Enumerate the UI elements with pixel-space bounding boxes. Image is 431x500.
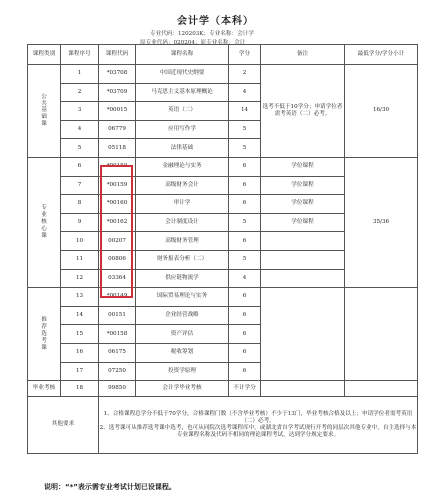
header-category: 课程类别 bbox=[28, 45, 61, 65]
category-cell: 毕业考核 bbox=[28, 381, 61, 397]
seq-cell: 16 bbox=[61, 343, 99, 362]
credits-cell: 6 bbox=[229, 232, 261, 251]
code-cell: *00149 bbox=[99, 288, 136, 307]
header-seq: 课程序号 bbox=[61, 45, 99, 65]
remark-cell: 学位课程 bbox=[261, 157, 345, 176]
seq-cell: 18 bbox=[61, 381, 99, 397]
remark-cell: 学位课程 bbox=[261, 213, 345, 232]
header-credits: 学分 bbox=[229, 45, 261, 65]
seq-cell: 7 bbox=[61, 176, 99, 195]
category-char: 课 bbox=[41, 121, 47, 128]
other-requirements-text bbox=[99, 396, 418, 453]
remark-cell bbox=[261, 269, 345, 288]
code-cell: *00162 bbox=[99, 213, 136, 232]
course-name-cell: 会计制度设计 bbox=[136, 213, 229, 232]
other-requirements-row bbox=[28, 396, 418, 453]
credits-cell: 6 bbox=[229, 343, 261, 362]
requirement-2: 2、选考课可从推荐选考课中选考，也可从同院次选考课程库中，或湖北省自学考试现行开考的同层次其他专业中，自主选择与本专业课程名称及代码不相同的理论课程考试，达到学分规定要求。 bbox=[99, 424, 417, 438]
code-cell: 05118 bbox=[99, 139, 136, 158]
code-cell: *00150 bbox=[99, 157, 136, 176]
requirement-1: 1、合格课程总学分不低于70学分，合格课程门数（不含毕业考核）不少于13门，毕业考核合格及以上；申请学位者需考英语（二）必考。 bbox=[103, 410, 413, 424]
group-remark-cell bbox=[261, 288, 345, 381]
seq-cell: 11 bbox=[61, 250, 99, 269]
min-credits-cell: 35/36 bbox=[345, 157, 418, 287]
course-name-cell: 中国近现代史纲要 bbox=[136, 65, 229, 84]
category-char: 选 bbox=[41, 330, 47, 337]
seq-cell: 15 bbox=[61, 325, 99, 344]
course-name-cell: 应用写作学 bbox=[136, 120, 229, 139]
remark-cell: 学位课程 bbox=[261, 195, 345, 214]
category-cell bbox=[28, 157, 61, 287]
credits-cell: 5 bbox=[229, 213, 261, 232]
header-code: 课程代码 bbox=[99, 45, 136, 65]
seq-cell: 10 bbox=[61, 232, 99, 251]
course-name-cell: 资产评估 bbox=[136, 325, 229, 344]
table-row bbox=[28, 65, 418, 84]
major-code-line: 专业代码：120203K；专业名称：会计学 bbox=[150, 31, 254, 37]
credits-cell: 不计学分 bbox=[229, 381, 261, 397]
category-char: 业 bbox=[41, 212, 47, 219]
remark-cell bbox=[261, 232, 345, 251]
course-name-cell: 财务报表分析（二） bbox=[136, 250, 229, 269]
code-cell: 00806 bbox=[99, 250, 136, 269]
code-cell: 99850 bbox=[99, 381, 136, 397]
course-name-cell: 英语（二） bbox=[136, 102, 229, 121]
code-cell: 06779 bbox=[99, 120, 136, 139]
category-char: 推 bbox=[41, 316, 47, 323]
category-char: 核 bbox=[41, 219, 47, 226]
course-name-cell: 高级财务管理 bbox=[136, 232, 229, 251]
seq-cell: 1 bbox=[61, 65, 99, 84]
course-name-cell: 国际贸易理论与实务 bbox=[136, 288, 229, 307]
code-cell: 03364 bbox=[99, 269, 136, 288]
seq-cell: 8 bbox=[61, 195, 99, 214]
category-char: 基 bbox=[41, 107, 47, 114]
code-cell: *00160 bbox=[99, 195, 136, 214]
category-char: 专 bbox=[41, 205, 47, 212]
code-cell: 00151 bbox=[99, 306, 136, 325]
seq-cell: 12 bbox=[61, 269, 99, 288]
credits-cell: 5 bbox=[229, 250, 261, 269]
code-cell: *03709 bbox=[99, 83, 136, 102]
credits-cell: 5 bbox=[229, 139, 261, 158]
credits-cell: 6 bbox=[229, 195, 261, 214]
code-cell: 07250 bbox=[99, 362, 136, 381]
category-char: 础 bbox=[41, 114, 47, 121]
graduation-row bbox=[28, 381, 418, 397]
credits-cell: 6 bbox=[229, 306, 261, 325]
credits-cell: 14 bbox=[229, 102, 261, 121]
table-row bbox=[28, 157, 418, 176]
course-name-cell: 会计学毕业考核 bbox=[136, 381, 229, 397]
category-char: 公 bbox=[41, 93, 47, 100]
course-name-cell: 审计学 bbox=[136, 195, 229, 214]
code-cell: *00158 bbox=[99, 325, 136, 344]
category-cell bbox=[28, 65, 61, 158]
seq-cell: 5 bbox=[61, 139, 99, 158]
seq-cell: 3 bbox=[61, 102, 99, 121]
min-credits-cell: 16/30 bbox=[345, 65, 418, 158]
code-cell: 00207 bbox=[99, 232, 136, 251]
course-name-cell: 马克思主义基本原理概论 bbox=[136, 83, 229, 102]
seq-cell: 2 bbox=[61, 83, 99, 102]
min-credits-cell bbox=[345, 381, 418, 397]
course-name-cell: 供应链物流学 bbox=[136, 269, 229, 288]
seq-cell: 14 bbox=[61, 306, 99, 325]
header-min-credits: 最低学分/学分小计 bbox=[345, 45, 418, 65]
original-major-code-line: 原专业代码：020204；原专业名称：会计 bbox=[140, 40, 246, 46]
credits-cell: 6 bbox=[229, 157, 261, 176]
seq-cell: 4 bbox=[61, 120, 99, 139]
curriculum-table bbox=[27, 44, 418, 454]
category-char: 共 bbox=[41, 100, 47, 107]
category-char: 心 bbox=[41, 226, 47, 233]
seq-cell: 13 bbox=[61, 288, 99, 307]
remark-cell bbox=[261, 381, 345, 397]
other-requirements-label: 其他要求 bbox=[28, 396, 99, 453]
course-name-cell: 金融理论与实务 bbox=[136, 157, 229, 176]
seq-cell: 17 bbox=[61, 362, 99, 381]
code-cell: *03708 bbox=[99, 65, 136, 84]
course-name-cell: 企业经营战略 bbox=[136, 306, 229, 325]
header-name: 课程名称 bbox=[136, 45, 229, 65]
remark-cell bbox=[261, 250, 345, 269]
credits-cell: 6 bbox=[229, 325, 261, 344]
footnote: 说明：“*”表示需专业考试计划已设课程。 bbox=[44, 483, 176, 491]
code-cell: *00015 bbox=[99, 102, 136, 121]
credits-cell: 5 bbox=[229, 120, 261, 139]
category-cell bbox=[28, 288, 61, 381]
course-name-cell: 高级财务会计 bbox=[136, 176, 229, 195]
table-header-row bbox=[28, 45, 418, 65]
credits-cell: 2 bbox=[229, 65, 261, 84]
course-name-cell: 税收筹划 bbox=[136, 343, 229, 362]
category-char: 课 bbox=[41, 233, 47, 240]
highlight-box bbox=[100, 165, 133, 298]
credits-cell: 6 bbox=[229, 288, 261, 307]
credits-cell: 4 bbox=[229, 83, 261, 102]
page-title: 会计学（本科） bbox=[177, 16, 254, 27]
credits-cell: 4 bbox=[229, 269, 261, 288]
credits-cell: 6 bbox=[229, 362, 261, 381]
course-name-cell: 投资学原理 bbox=[136, 362, 229, 381]
remark-cell: 学位课程 bbox=[261, 176, 345, 195]
seq-cell: 9 bbox=[61, 213, 99, 232]
category-char: 荐 bbox=[41, 323, 47, 330]
header-remarks: 备注 bbox=[261, 45, 345, 65]
seq-cell: 6 bbox=[61, 157, 99, 176]
credits-cell: 6 bbox=[229, 176, 261, 195]
category-char: 考 bbox=[41, 337, 47, 344]
code-cell: *00159 bbox=[99, 176, 136, 195]
table-row bbox=[28, 288, 418, 307]
min-credits-cell bbox=[345, 288, 418, 381]
group-remark-cell: 选考不低于10学分；申请学位者需考英语（二）必考。 bbox=[261, 65, 345, 158]
code-cell: 06175 bbox=[99, 343, 136, 362]
category-char: 课 bbox=[41, 344, 47, 351]
course-name-cell: 法律基础 bbox=[136, 139, 229, 158]
